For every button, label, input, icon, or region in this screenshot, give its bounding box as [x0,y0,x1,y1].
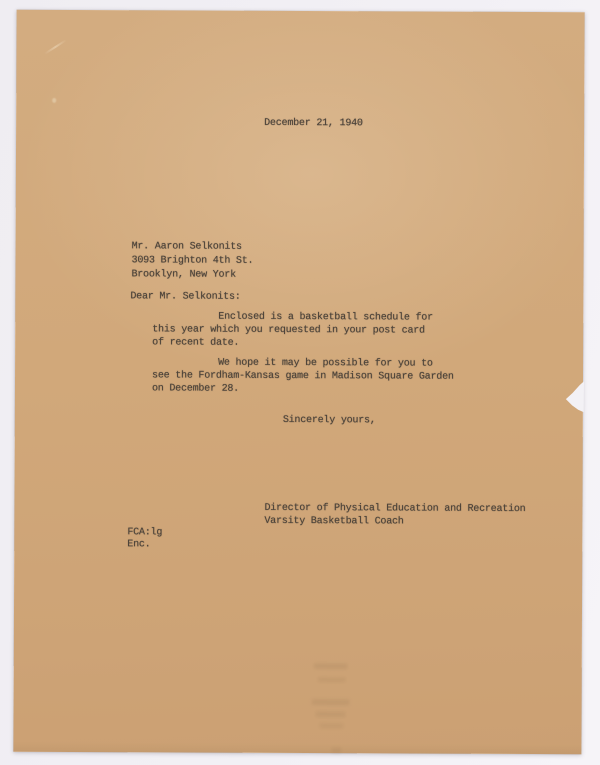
body-paragraph1-line: of recent date. [152,337,240,349]
body-paragraph1-line: Enclosed is a basketball schedule for [218,311,433,324]
bleed-through-smudge [318,677,346,682]
bleed-through-smudge [312,699,350,705]
letter-paper [13,10,584,754]
enclosure-notation: Enc. [127,539,151,551]
signature-title-line: Director of Physical Education and Recreation [264,502,526,515]
paper-crease [44,39,67,55]
body-paragraph2-line: on December 28. [151,383,240,395]
bleed-through-smudge [319,723,343,728]
typist-reference: FCA:lg [127,527,163,539]
recipient-name-line: Mr. Aaron Selkonits [131,241,242,253]
closing: Sincerely yours, [282,414,376,427]
body-paragraph2-line: We hope it may be possible for you to [218,357,433,370]
body-paragraph1-line: this year which you requested in your post card [152,324,425,337]
recipient-city-line: Brooklyn, New York [131,269,236,281]
bleed-through-smudge [316,711,346,717]
recipient-street-line: 3093 Brighton 4th St. [131,255,254,267]
signature-title-line: Varsity Basketball Coach [264,515,404,528]
paper-tear [565,381,584,412]
salutation: Dear Mr. Selkonits: [130,291,241,303]
bleed-through-smudge [314,663,348,669]
letter-date: December 21, 1940 [264,117,363,130]
body-paragraph2-line: see the Fordham-Kansas game in Madison Square Garden [152,370,454,383]
paper-edge-shading [13,742,581,754]
paper-speck [52,98,56,103]
